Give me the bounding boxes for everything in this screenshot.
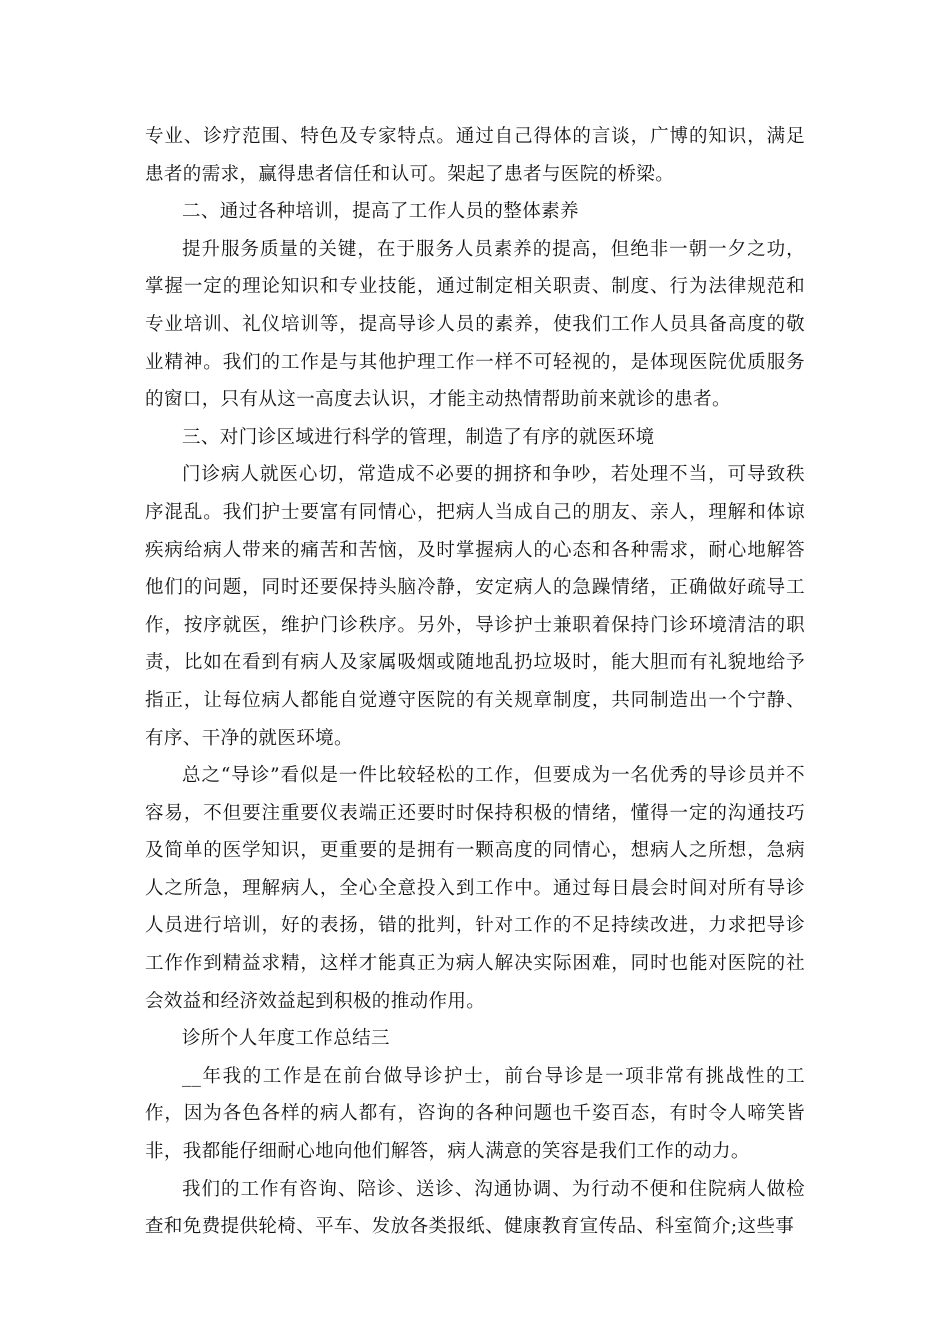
section-title-summary-three: 诊所个人年度工作总结三 <box>182 1028 390 1050</box>
section-heading-management: 三、对门诊区域进行科学的管理，制造了有序的就医环境 <box>182 426 655 448</box>
paragraph-summary: 总之“导诊”看似是一件比较轻松的工作，但要成为一名优秀的导诊员并不容易，不但要注重要仪表端正还要时时保持积极的情绪，懂得一定的沟通技巧及简单的医学知识，更重要的是拥有一颗高度的同情心，想病人之所想，急病人之所急，理解病人，全心全意投入到工作中。通过每日晨会时间对所有导诊人员进行培训，好的表扬，错的批判，针对工作的不足持续改进，力求把导诊工作作到精益求精，这样才能真正为病人解决实际困难，同时也能对医院的社会效益和经济效益起到积极的推动作用。 <box>145 765 805 1012</box>
paragraph-front-desk: __年我的工作是在前台做导诊护士，前台导诊是一项非常有挑战性的工作，因为各色各样的病人都有，咨询的各种问题也千姿百态，有时令人啼笑皆非，我都能仔细耐心地向他们解答，病人满意的笑容是我们工作的动力。 <box>145 1065 805 1163</box>
paragraph-training: 提升服务质量的关键，在于服务人员素养的提高，但绝非一朝一夕之功，掌握一定的理论知识和专业技能，通过制定相关职责、制度、行为法律规范和专业培训、礼仪培训等，提高导诊人员的素养，使我们工作人员具备高度的敬业精神。我们的工作是与其他护理工作一样不可轻视的，是体现医院优质服务的窗口，只有从这一高度去认识，才能主动热情帮助前来就诊的患者。 <box>145 238 805 411</box>
document-body <box>145 118 805 1246</box>
section-heading-training: 二、通过各种培训，提高了工作人员的整体素养 <box>182 201 579 223</box>
paragraph-duties: 我们的工作有咨询、陪诊、送诊、沟通协调、为行动不便和住院病人做检查和免费提供轮椅、平车、发放各类报纸、健康教育宣传品、科室简介;这些事 <box>145 1178 805 1238</box>
paragraph-continuation: 专业、诊疗范围、特色及专家特点。通过自己得体的言谈，广博的知识，满足患者的需求，赢得患者信任和认可。架起了患者与医院的桥梁。 <box>145 126 805 185</box>
paragraph-management: 门诊病人就医心切，常造成不必要的拥挤和争吵，若处理不当，可导致秩序混乱。我们护士要富有同情心，把病人当成自己的朋友、亲人，理解和体谅疾病给病人带来的痛苦和苦恼，及时掌握病人的心态和各种需求，耐心地解答他们的问题，同时还要保持头脑冷静，安定病人的急躁情绪，正确做好疏导工作，按序就医，维护门诊秩序。另外，导诊护士兼职着保持门诊环境清洁的职责，比如在看到有病人及家属吸烟或随地乱扔垃圾时，能大胆而有礼貌地给予指正，让每位病人都能自觉遵守医院的有关规章制度，共同制造出一个宁静、有序、干净的就医环境。 <box>145 464 805 749</box>
